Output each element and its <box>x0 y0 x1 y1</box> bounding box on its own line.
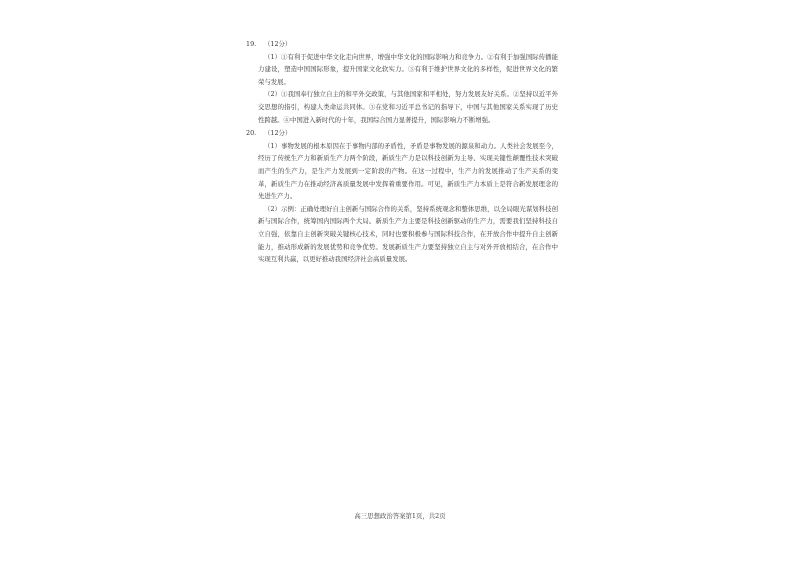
answer-paragraph: （1）事物发展的根本原因在于事物内部的矛盾性，矛盾是事物发展的源泉和动力。人类社会发展至今，经历了传统生产力和新质生产力两个阶段，新质生产力是以科技创新为主导、实现关键性颠覆性技术突破而产生的生产力，是生产力发展到一定阶段的产物。在这一过程中，生产力的发展推动了生产关系的变革，新质生产力在推动经济高质量发展中发挥着重要作用。可见，新质生产力本质上是符合新发展理念的先进生产力。 <box>258 141 558 201</box>
question-score: （12分） <box>264 40 292 48</box>
question-19 <box>246 38 558 126</box>
question-header <box>246 127 558 140</box>
answer-paragraph: （2）①我国奉行独立自主的和平外交政策，与其他国家和平相处，努力发展友好关系。②坚持以近平外交思想的指引，构建人类命运共同体。③在党和习近平总书记的指导下，中国与其他国家关系实现了历史性跨越。④中国进入新时代的十年，我国综合国力显著提升，国际影响力不断增强。 <box>258 90 558 124</box>
question-number: 19. <box>246 40 257 48</box>
question-header <box>246 38 558 51</box>
answer-paragraph: （2）示例：正确处理好自主创新与国际合作的关系，坚持系统观念和整体思维，以全局眼光谋划科技创新与国际合作，统筹国内国际两个大局。新质生产力主要是科技创新驱动的生产力，需要我们坚持科技自立自强，依靠自主创新突破关键核心技术，同时也要积极参与国际科技合作，在开放合作中提升自主创新能力，推动形成新的发展优势和竞争优势。发展新质生产力要坚持独立自主与对外开放相结合，在合作中实现互利共赢，以更好推动我国经济社会高质量发展。 <box>258 204 558 264</box>
answer-paragraph: （1）①有利于促进中华文化走向世界，增强中华文化的国际影响力和竞争力。②有利于加强国际传播能力建设，塑造中国国际形象，提升国家文化软实力。③有利于维护世界文化的多样性，促进世界文化的繁荣与发展。 <box>258 52 558 86</box>
question-20 <box>246 127 558 266</box>
question-number: 20. <box>246 129 257 138</box>
page-footer: 高三思想政治答案第1页，共2页 <box>354 512 446 520</box>
question-score: （12分） <box>264 129 292 138</box>
answer-content <box>246 38 558 267</box>
